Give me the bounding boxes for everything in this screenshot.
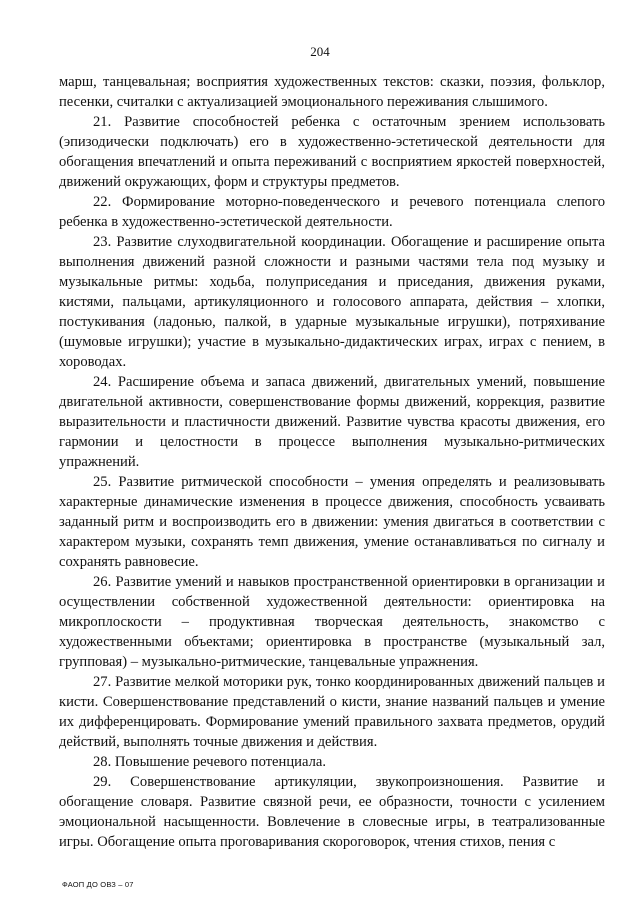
body-text [59, 72, 605, 852]
paragraph-continuation: марш, танцевальная; восприятия художественных текстов: сказки, поэзия, фольклор, песенки, считалки с актуализацией эмоционального переживания слышимого. [59, 74, 605, 110]
paragraph-22: 22. Формирование моторно-поведенческого и речевого потенциала слепого ребенка в художественно-эстетической деятельности. [59, 194, 605, 230]
paragraph-27: 27. Развитие мелкой моторики рук, тонко координированных движений пальцев и кисти. Совершенствование представлений о кисти, знание названий пальцев и умение их дифференцировать. Формирование умений правильного захвата предметов, орудий действий, выполнять точные движения и действия. [59, 674, 605, 750]
footer-doc-code: ФАОП ДО ОВЗ – 07 [62, 880, 134, 889]
paragraph-29: 29. Совершенствование артикуляции, звукопроизношения. Развитие и обогащение словаря. Развитие связной речи, ее образности, точности с усилением эмоциональной насыщенности. Вовлечение в словесные игры, в театрализованные игры. Обогащение опыта проговаривания скороговорок, чтения стихов, пения с [59, 774, 605, 850]
paragraph-24: 24. Расширение объема и запаса движений, двигательных умений, повышение двигательной активности, совершенствование формы движений, коррекция, развитие выразительности и пластичности движений. Развитие чувства красоты движения, его гармонии и целостности в процессе выполнения музыкально-ритмических упражнений. [59, 374, 605, 470]
page-number: 204 [310, 44, 330, 59]
paragraph-23: 23. Развитие слуходвигательной координации. Обогащение и расширение опыта выполнения движений разной сложности и разными частями тела под музыку и музыкальные ритмы: ходьба, полуприседания и приседания, движения руками, кистями, пальцами, артикуляционного и голосового аппарата, действия – хлопки, постукивания (ладонью, палкой, в ударные музыкальные игрушки), потряхивание (шумовые игрушки); участие в музыкально-дидактических играх, играх с пением, в хороводах. [59, 234, 605, 370]
paragraph-28: 28. Повышение речевого потенциала. [93, 754, 326, 770]
paragraph-21: 21. Развитие способностей ребенка с остаточным зрением использовать (эпизодически подключать) его в художественно-эстетической деятельности для обогащения впечатлений и опыта переживаний с восприятием яркостей поверхностей, движений окружающих, форм и структуры предметов. [59, 114, 605, 190]
paragraph-26: 26. Развитие умений и навыков пространственной ориентировки в организации и осуществлении собственной художественной деятельности: ориентировка на микроплоскости – продуктивная творческая деятельность, знакомство с художественными объектами; ориентировка в пространстве (музыкальный зал, групповая) – музыкально-ритмические, танцевальные упражнения. [59, 574, 605, 670]
paragraph-25: 25. Развитие ритмической способности – умения определять и реализовывать характерные динамические изменения в процессе движения, способность усваивать заданный ритм и воспроизводить его в движении: умения двигаться в соответствии с характером музыки, сохранять темп движения, умение останавливаться по сигналу и сохранять равновесие. [59, 474, 605, 570]
